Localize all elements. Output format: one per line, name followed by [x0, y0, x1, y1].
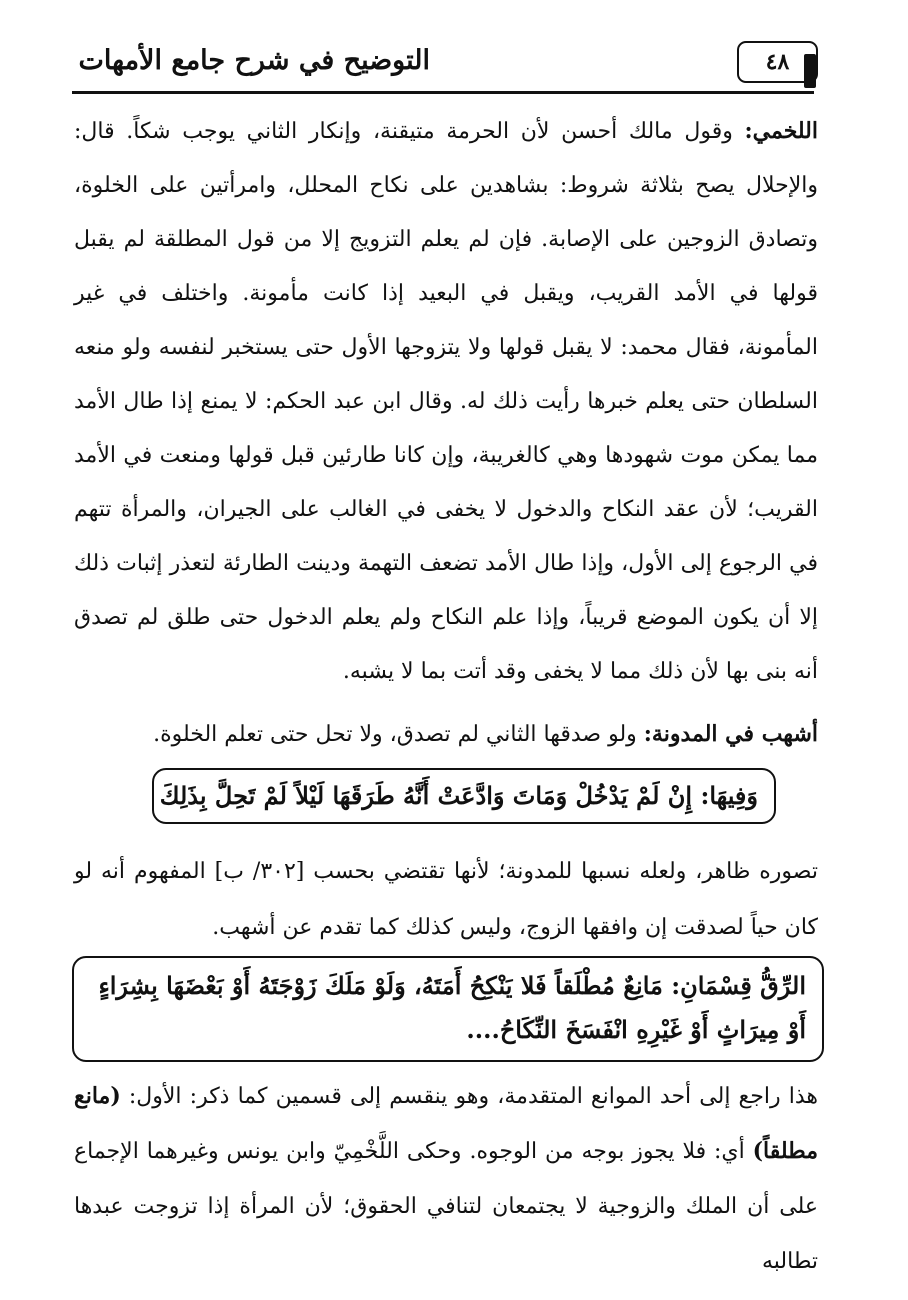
paragraph-commentary-2: [74, 1069, 818, 1289]
matn-text-1: إِنْ لَمْ يَدْخُلْ وَمَاتَ وَادَّعَتْ أَنَّهُ طَرَقَهَا لَيْلاً لَمْ تَحِلَّ بِذَلِكَ: [159, 781, 701, 810]
matn-lead-2: الرِّقُّ قِسْمَانِ:: [671, 971, 806, 1000]
paragraph-emphasis: (مانع مطلقاً): [74, 1083, 818, 1164]
paragraph-ashhab: [74, 712, 818, 757]
paragraph-lead-ashhab: أشهب في المدونة:: [643, 721, 818, 747]
running-header-title: التوضيح في شرح جامع الأمهات: [78, 45, 430, 76]
page-number: ٤٨: [737, 41, 818, 83]
paragraph-commentary-1: [74, 844, 818, 956]
paragraph-lakhmi: [74, 104, 818, 699]
matn-box-1: [152, 768, 776, 824]
paragraph-lead-lakhmi: اللخمي:: [744, 118, 818, 144]
matn-box-2: [72, 956, 824, 1062]
matn-text-2: مَانِعٌ مُطْلَقاً فَلا يَنْكِحُ أَمَتَهُ، وَلَوْ مَلَكَ زَوْجَتَهُ أَوْ بَعْضَهَا بِشِرَاءٍ أَوْ مِيرَاثٍ أَوْ غَيْرِهِ انْفَسَخَ النِّكَاحُ....: [98, 971, 806, 1044]
matn-lead-1: وَفِيهَا:: [700, 781, 758, 810]
paragraph-text-commentary-2a: هذا راجع إلى أحد الموانع المتقدمة، وهو ينقسم إلى قسمين كما ذكر: الأول:: [120, 1084, 818, 1109]
header-rule: [72, 91, 814, 94]
paragraph-text-commentary-1: تصوره ظاهر، ولعله نسبها للمدونة؛ لأنها تقتضي بحسب [٣٠٢/ ب] المفهوم أنه لو كان حياً لصدقت إن وافقها الزوج، وليس كذلك كما تقدم عن أشهب.: [74, 859, 818, 940]
paragraph-text-lakhmi: وقول مالك أحسن لأن الحرمة متيقنة، وإنكار الثاني يوجب شكاً. قال: والإحلال يصح بثلاثة شروط: بشاهدين على نكاح المحلل، وامرأتين على الخلوة، وتصادق الزوجين على الإصابة. فإن لم يعلم التزويج إلا من قول المطلقة لم يقبل قولها في الأمد القريب، ويقبل في البعيد إذا كانت مأمونة. واختلف في غير المأمونة، فقال محمد: لا يقبل قولها ولا يتزوجها الأول حتى يستخبر لنفسه ولو منعه السلطان حتى يعلم خبرها رأيت ذلك له. وقال ابن عبد الحكم: لا يمنع إذا طال الأمد مما يمكن موت شهودها وهي كالغريبة، وإن كانا طارئين قبل قولها ومنعت في الأمد القريب؛ لأن عقد النكاح والدخول لا يخفى في الغالب على الجيران، والمرأة تتهم في الرجوع إلى الأول، وإذا طال الأمد تضعف التهمة ودينت الطارئة لتعذر إثبات ذلك إلا أن يكون الموضع قريباً، وإذا علم النكاح ولم يعلم الدخول حتى طلق لم تصدق أنه بنى بها لأن ذلك مما لا يخفى وقد أتت بما لا يشبه.: [74, 119, 819, 684]
paragraph-text-commentary-2b: أي: فلا يجوز بوجه من الوجوه. وحكى اللَّخْمِيّ وابن يونس وغيرهما الإجماع على أن الملك والزوجية لا يجتمعان لتنافي الحقوق؛ لأن المرأة إذا تزوجت عبدها تطالبه: [74, 1139, 818, 1274]
paragraph-text-ashhab: ولو صدقها الثاني لم تصدق، ولا تحل حتى تعلم الخلوة.: [153, 722, 644, 747]
